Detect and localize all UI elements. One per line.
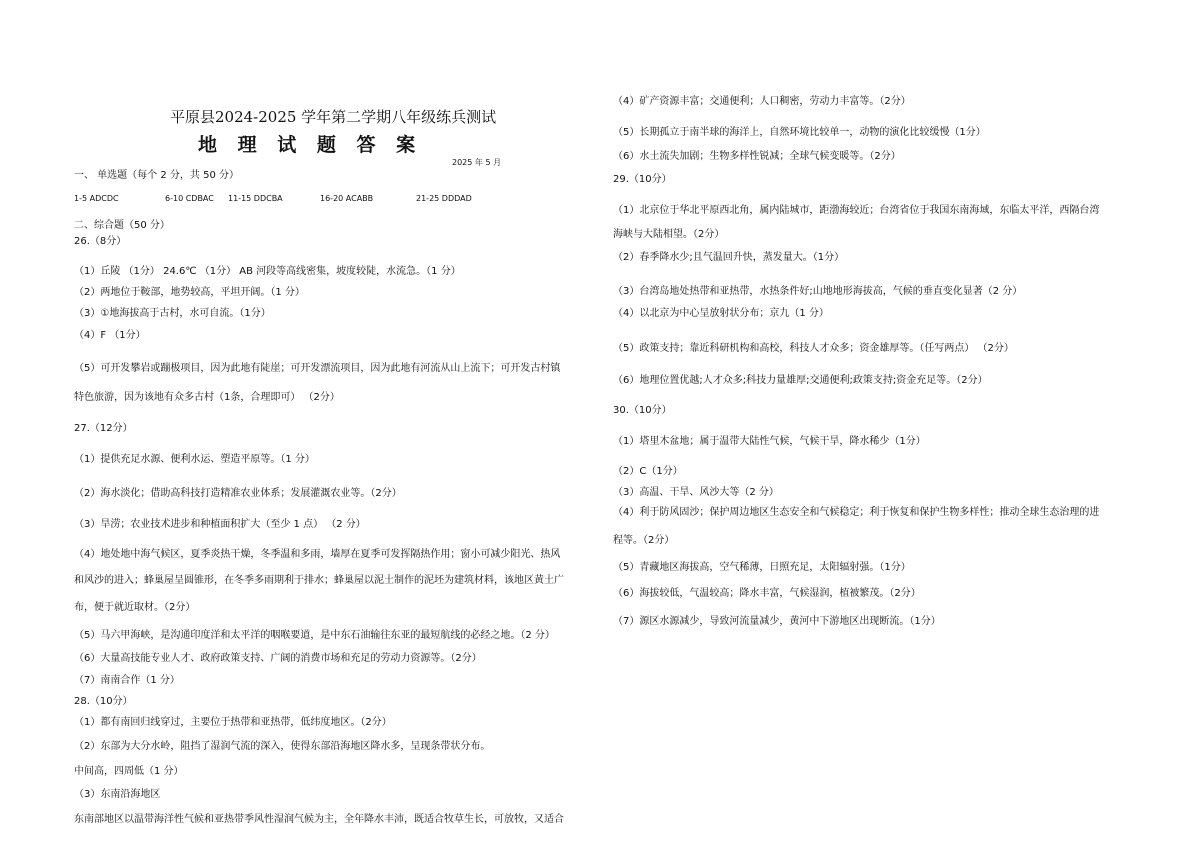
answer-line: （1）北京位于华北平原西北角，属内陆城市，距渤海较近；台湾省位于我国东南海域，东临太平洋，西隔台湾 bbox=[613, 205, 1100, 216]
question-heading: 28.（10分） bbox=[74, 696, 133, 707]
answer-line: （6）海拔较低，气温较高；降水丰富，气候湿润，植被繁茂。（2分） bbox=[613, 588, 921, 599]
answer-line: （5）政策支持；靠近科研机构和高校，科技人才众多；资金雄厚等。（任写两点） （2分） bbox=[613, 343, 1014, 354]
answer-line: （1）丘陵 （1分） 24.6℃ （1分） AB 河段等高线密集，坡度较陡，水流急。（1 分） bbox=[74, 266, 461, 277]
answer-group: 6-10 CDBAC bbox=[165, 194, 214, 203]
answer-line: 东南部地区以温带海洋性气候和亚热带季风性湿润气候为主，全年降水丰沛，既适合牧草生长，可放牧，又适合 bbox=[74, 814, 564, 825]
section1-heading: 一、 单选题（每个 2 分，共 50 分） bbox=[74, 170, 239, 181]
answer-line: （7）源区水源减少，导致河流量减少，黄河中下游地区出现断流。（1分） bbox=[613, 616, 941, 627]
answer-line: （5）长期孤立于南半球的海洋上，自然环境比较单一，动物的演化比较缓慢（1分） bbox=[613, 127, 986, 138]
answer-line: 中间高，四周低（1 分） bbox=[74, 766, 184, 777]
answer-line: （2）海水淡化；借助高科技打造精准农业体系；发展灌溉农业等。（2分） bbox=[74, 488, 402, 499]
answer-line: （2）C（1分） bbox=[613, 466, 683, 477]
answer-line: 和风沙的进入；蜂巢屋呈圆锥形，在冬季多雨期利于排水；蜂巢屋以泥土制作的泥坯为建筑材料，该地区黄土广 bbox=[74, 575, 564, 586]
answer-line: 特色旅游，因为该地有众多古村（1条，合理即可） （2分） bbox=[74, 392, 340, 403]
answer-line: （1）提供充足水源、便利水运、塑造平原等。（1 分） bbox=[74, 454, 315, 465]
answer-line: （2）两地位于鞍部，地势较高，平坦开阔。（1 分） bbox=[74, 287, 305, 298]
answer-line: （6）水土流失加剧；生物多样性锐减；全球气候变暖等。（2分） bbox=[613, 151, 901, 162]
answer-line: （4）矿产资源丰富；交通便利；人口稠密，劳动力丰富等。（2分） bbox=[613, 96, 911, 107]
question-heading: 27.（12分） bbox=[74, 423, 133, 434]
answer-line: （5）可开发攀岩或蹦极项目，因为此地有陡崖；可开发漂流项目，因为此地有河流从山上流下；可开发古村镇 bbox=[74, 363, 561, 374]
answer-line: （5）马六甲海峡，是沟通印度洋和太平洋的咽喉要道，是中东石油输往东亚的最短航线的必经之地。（2 分） bbox=[74, 630, 555, 641]
exam-title: 平原县2024-2025 学年第二学期八年级练兵测试 bbox=[170, 108, 497, 126]
question-heading: 30.（10分） bbox=[613, 405, 672, 416]
answer-line: （4）地处地中海气候区，夏季炎热干燥，冬季温和多雨，墙厚在夏季可发挥隔热作用；窗小可减少阳光、热风 bbox=[74, 549, 561, 560]
answer-line: （1）都有南回归线穿过，主要位于热带和亚热带，低纬度地区。（2分） bbox=[74, 717, 392, 728]
answer-title: 地 理 试 题 答 案 bbox=[198, 134, 423, 156]
question-heading: 29.（10分） bbox=[613, 174, 672, 185]
answer-group: 21-25 DDDAD bbox=[416, 194, 472, 203]
answer-line: （4）F （1分） bbox=[74, 330, 146, 341]
answer-line: （6）地理位置优越;人才众多;科技力量雄厚;交通便利;政策支持;资金充足等。（2分） bbox=[613, 375, 988, 386]
answer-line: （6）大量高技能专业人才、政府政策支持、广阔的消费市场和充足的劳动力资源等。（2分） bbox=[74, 653, 482, 664]
answer-group: 16-20 ACABB bbox=[320, 194, 374, 203]
answer-line: （4）以北京为中心呈放射状分布；京九（1 分） bbox=[613, 308, 829, 319]
question-heading: 26.（8分） bbox=[74, 236, 127, 247]
answer-line: （2）东部为大分水岭，阻挡了湿润气流的深入，使得东部沿海地区降水多，呈现条带状分布。 bbox=[74, 741, 491, 752]
section2-heading: 二、综合题（50 分） bbox=[74, 220, 170, 231]
exam-date: 2025 年 5 月 bbox=[452, 158, 502, 167]
answer-group: 11-15 DDCBA bbox=[228, 194, 283, 203]
answer-line: 海峡与大陆相望。（2分） bbox=[613, 229, 725, 240]
answer-line: （3）①地海拔高于古村，水可自流。（1分） bbox=[74, 308, 271, 319]
answer-line: （2）春季降水少;且气温回升快，蒸发量大。（1分） bbox=[613, 252, 845, 263]
answer-line: （3）台湾岛地处热带和亚热带，水热条件好;山地地形海拔高，气候的垂直变化显著（2 分） bbox=[613, 286, 1023, 297]
answer-line: （3）东南沿海地区 bbox=[74, 789, 161, 800]
answer-line: （4）利于防风固沙；保护周边地区生态安全和气候稳定；利于恢复和保护生物多样性；推动全球生态治理的进 bbox=[613, 507, 1100, 518]
answer-group: 1-5 ADCDC bbox=[74, 194, 119, 203]
answer-line: 程等。（2分） bbox=[613, 535, 675, 546]
answer-line: （1）塔里木盆地；属于温带大陆性气候，气候干旱，降水稀少（1分） bbox=[613, 436, 926, 447]
answer-line: （3）高温、干旱、风沙大等（2 分） bbox=[613, 487, 779, 498]
answer-line: （7）南南合作（1 分） bbox=[74, 675, 180, 686]
answer-line: （3）旱涝；农业技术进步和种植面积扩大（至少 1 点） （2 分） bbox=[74, 519, 366, 530]
answer-line: 布，便于就近取材。（2分） bbox=[74, 602, 196, 613]
answer-line: （5）青藏地区海拔高，空气稀薄，日照充足，太阳辐射强。（1分） bbox=[613, 562, 911, 573]
